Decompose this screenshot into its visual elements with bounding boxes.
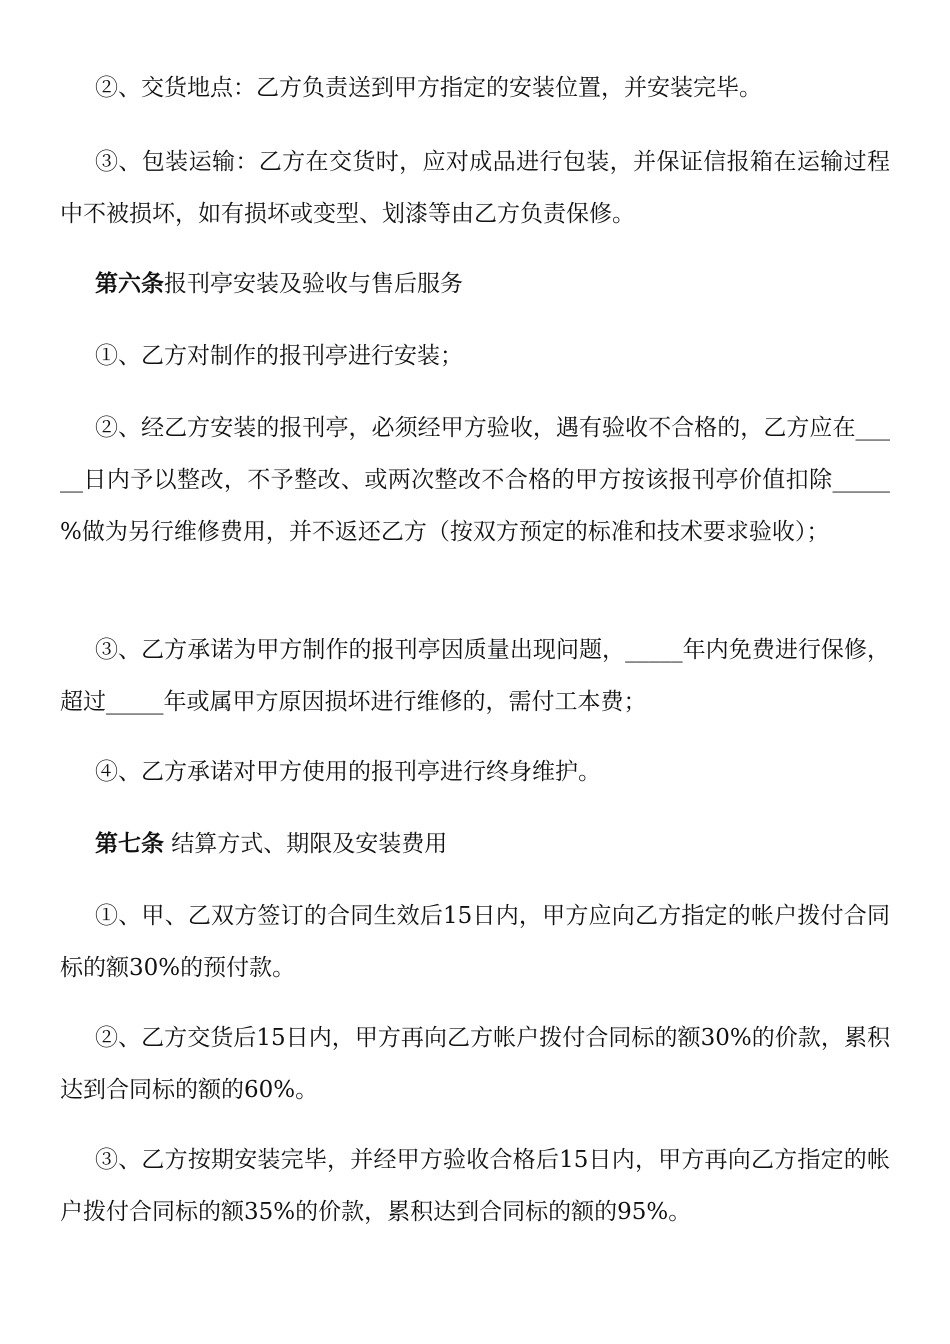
article-6-title: 报刊亭安装及验收与售后服务: [164, 271, 463, 297]
article-7-heading: [60, 818, 890, 870]
paragraph-installation: ①、乙方对制作的报刊亭进行安装；: [95, 343, 463, 369]
paragraph-packaging-transport: ③、包装运输：乙方在交货时，应对成品进行包装，并保证信报箱在运输过程中不被损坏，如有损坏或变型、划漆等由乙方负责保修。: [60, 149, 890, 227]
paragraph-delivery-location: ②、交货地点：乙方负责送到甲方指定的安装位置，并安装完毕。: [95, 75, 762, 101]
paragraph-warranty: ③、乙方承诺为甲方制作的报刊亭因质量出现问题，_____年内免费进行保修，超过_____年或属甲方原因损坏进行维修的，需付工本费；: [60, 637, 890, 715]
article-7-title: 结算方式、期限及安装费用: [164, 831, 448, 857]
paragraph-maintenance: ④、乙方承诺对甲方使用的报刊亭进行终身维护。: [95, 759, 601, 785]
article-6-heading: [60, 258, 890, 310]
article-6-label: 第六条: [95, 270, 164, 297]
paragraph-prepayment: ①、甲、乙双方签订的合同生效后15日内，甲方应向乙方指定的帐户拨付合同标的额30%的预付款。: [60, 903, 890, 981]
paragraph-final-payment: ③、乙方按期安装完毕，并经甲方验收合格后15日内，甲方再向乙方指定的帐户拨付合同标的额35%的价款，累积达到合同标的额的95%。: [60, 1147, 890, 1225]
article-7-label: 第七条: [95, 830, 164, 857]
paragraph-acceptance: ②、经乙方安装的报刊亭，必须经甲方验收，遇有验收不合格的，乙方应在_____日内予以整改，不予整改、或两次整改不合格的甲方按该报刊亭价值扣除_____ %做为另行维修费用，并不返还乙方（按双方预定的标准和技术要求验收）；: [60, 415, 890, 545]
paragraph-delivery-payment: ②、乙方交货后15日内，甲方再向乙方帐户拨付合同标的额30%的价款，累积达到合同标的额的60%。: [60, 1025, 890, 1103]
